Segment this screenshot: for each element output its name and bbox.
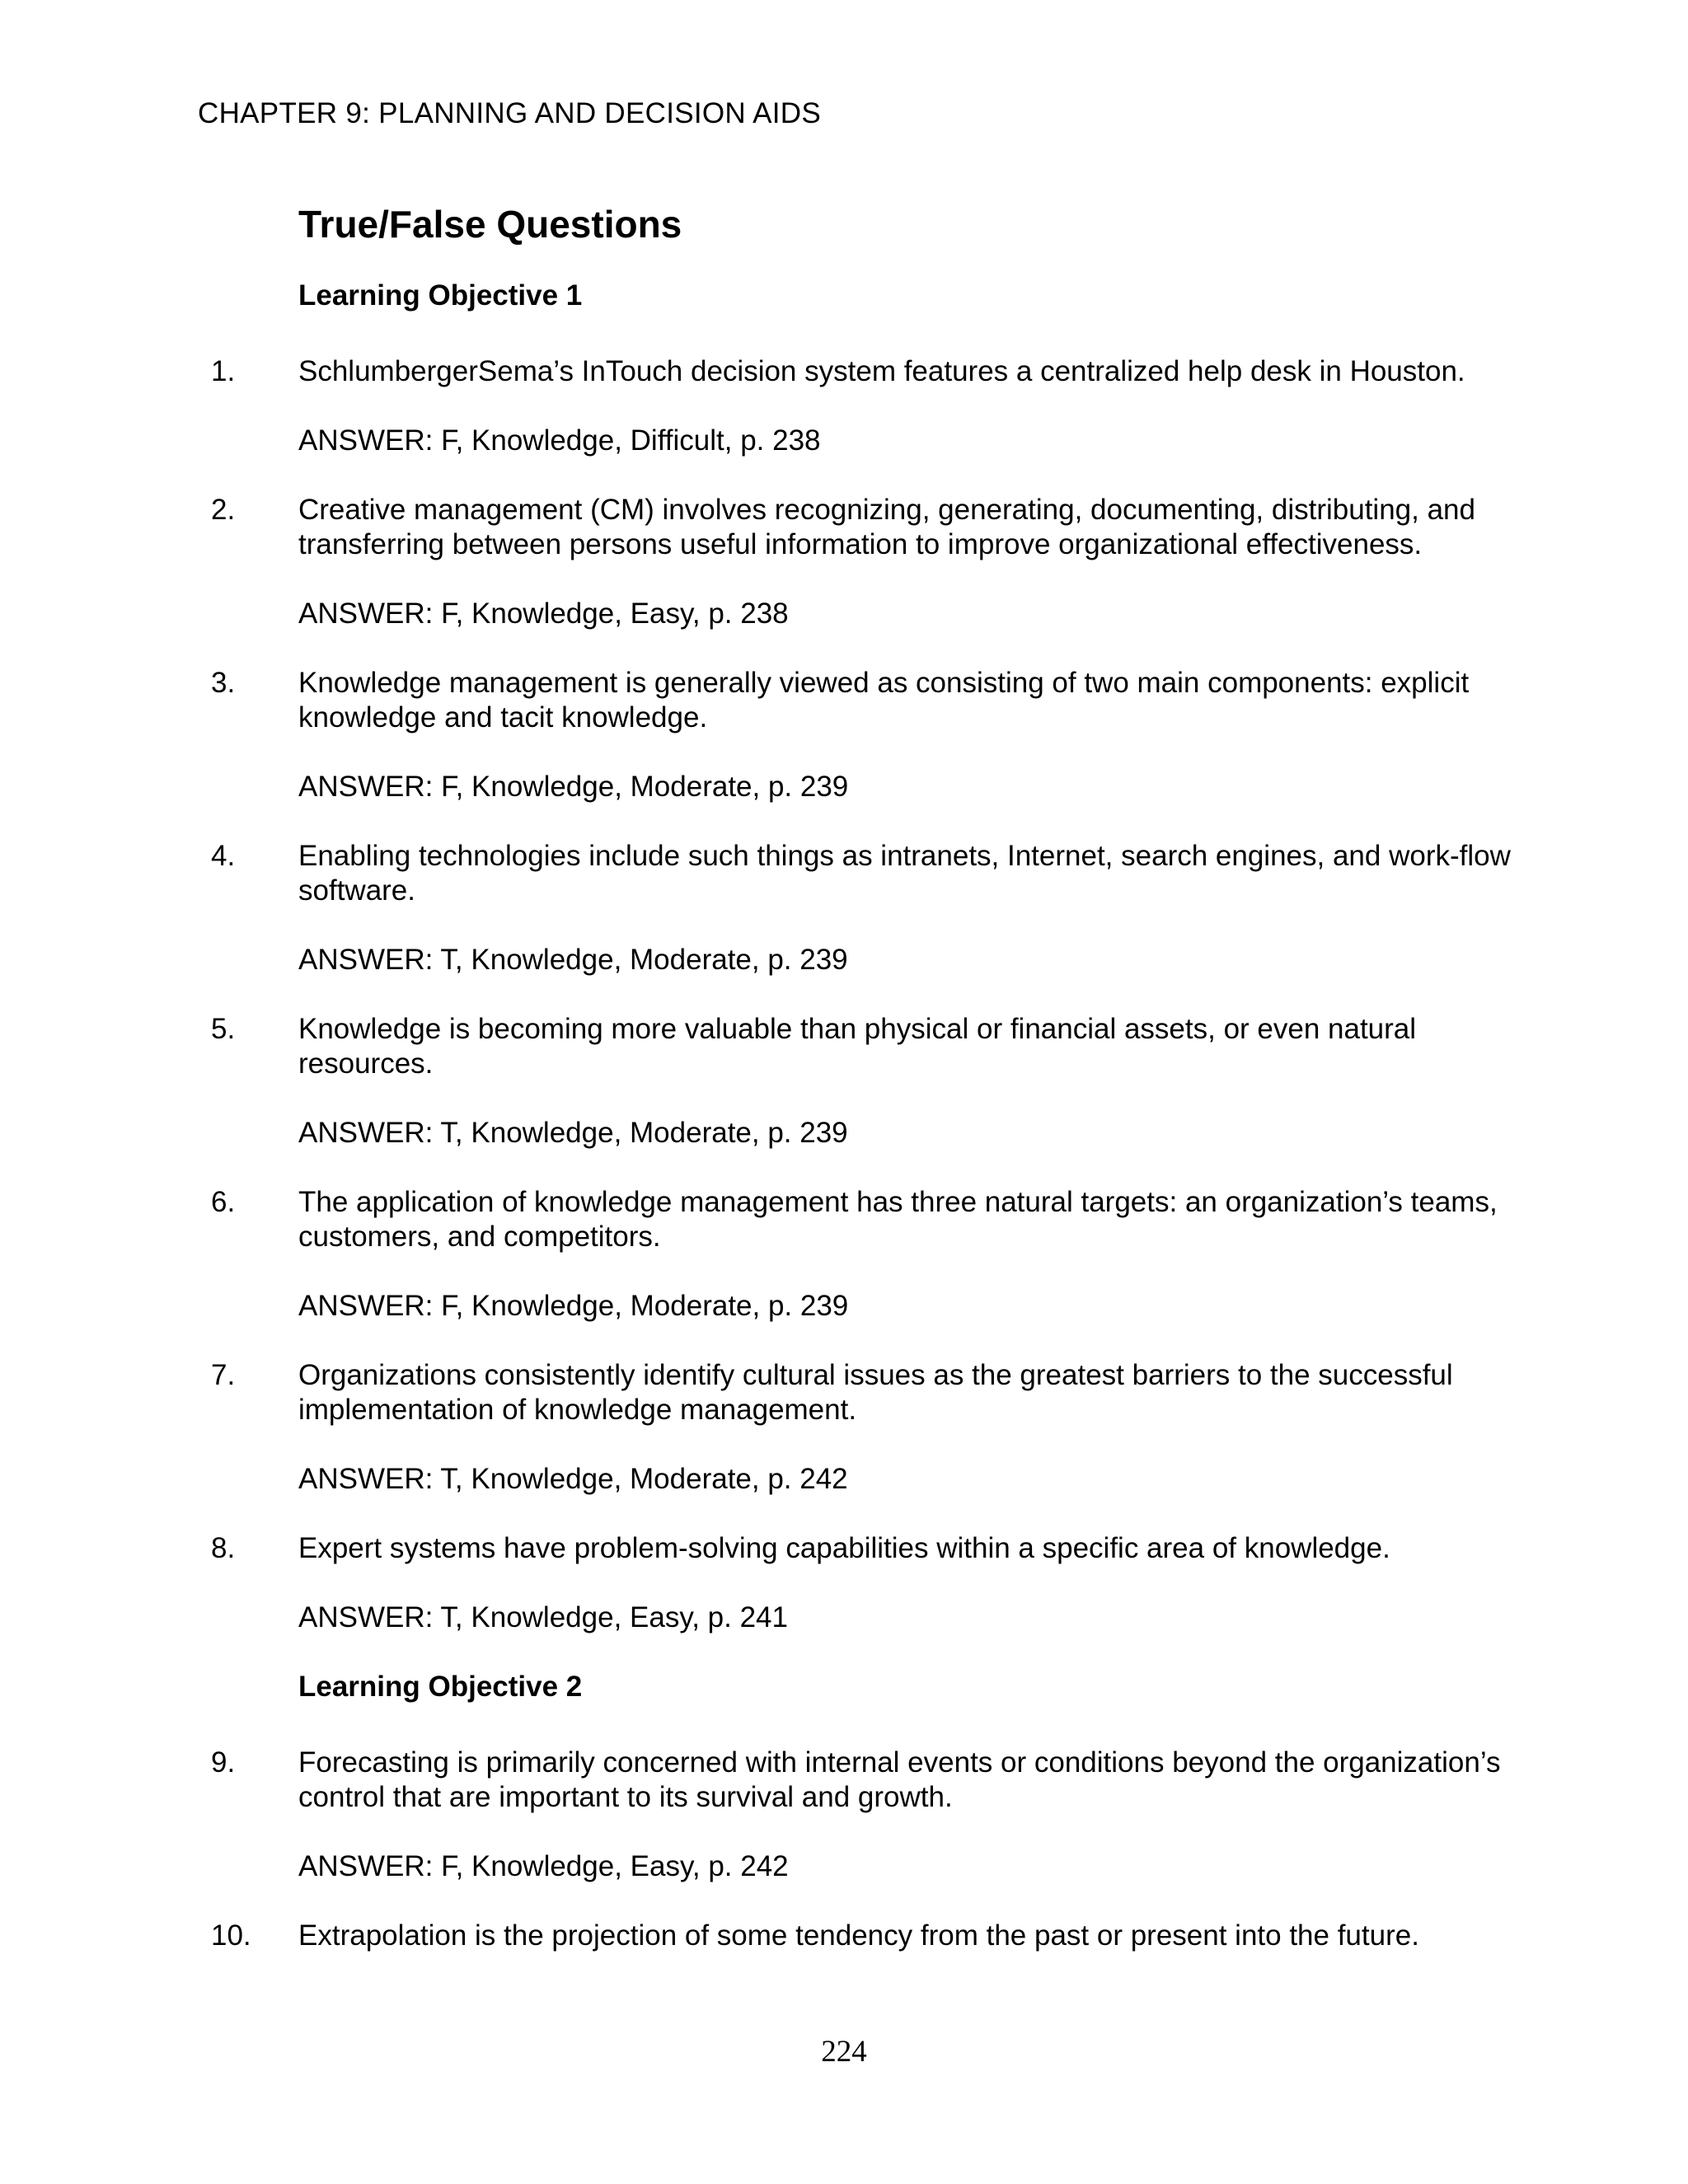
question-number: 3. xyxy=(211,667,236,699)
question-number: 8. xyxy=(211,1532,236,1564)
question-number: 5. xyxy=(211,1013,236,1045)
question-number: 4. xyxy=(211,840,236,872)
question-item xyxy=(211,493,1518,562)
question-item xyxy=(211,1012,1518,1081)
question-text: Creative management (CM) involves recognizing, generating, documenting, distributing, and transferring between persons useful information to improve organizational effectiveness. xyxy=(298,494,1475,560)
answer-line: ANSWER: T, Knowledge, Easy, p. 241 xyxy=(298,1601,788,1633)
learning-objective-heading: Learning Objective 1 xyxy=(298,279,583,312)
question-text: Enabling technologies include such things as intranets, Internet, search engines, and work-flow software. xyxy=(298,840,1511,907)
question-number: 10. xyxy=(211,1919,251,1952)
question-item xyxy=(211,1185,1518,1254)
question-item xyxy=(211,666,1518,735)
question-number: 2. xyxy=(211,494,236,526)
question-number: 9. xyxy=(211,1746,236,1779)
question-number: 6. xyxy=(211,1186,236,1218)
answer-line: ANSWER: F, Knowledge, Difficult, p. 238 xyxy=(298,424,821,457)
answer-line: ANSWER: F, Knowledge, Easy, p. 242 xyxy=(298,1850,789,1882)
question-text: Forecasting is primarily concerned with internal events or conditions beyond the organization’s control that are important to its survival and growth. xyxy=(298,1746,1501,1813)
question-item xyxy=(211,1531,1518,1566)
question-number: 1. xyxy=(211,355,236,387)
question-text: Expert systems have problem-solving capabilities within a specific area of knowledge. xyxy=(298,1532,1390,1564)
question-number: 7. xyxy=(211,1359,236,1391)
question-text: Knowledge is becoming more valuable than physical or financial assets, or even natural resources. xyxy=(298,1013,1417,1080)
page-number: 224 xyxy=(821,2035,867,2069)
section-title: True/False Questions xyxy=(298,203,682,246)
question-text: The application of knowledge management has three natural targets: an organization’s teams, customers, and competitors. xyxy=(298,1186,1498,1253)
question-text: Extrapolation is the projection of some tendency from the past or present into the future. xyxy=(298,1919,1419,1952)
question-item xyxy=(211,839,1518,908)
answer-line: ANSWER: F, Knowledge, Moderate, p. 239 xyxy=(298,1290,849,1322)
chapter-header: CHAPTER 9: PLANNING AND DECISION AIDS xyxy=(198,97,821,129)
question-text: Knowledge management is generally viewed as consisting of two main components: explicit knowledge and tacit knowledge. xyxy=(298,667,1470,733)
answer-line: ANSWER: F, Knowledge, Moderate, p. 239 xyxy=(298,771,849,803)
question-item xyxy=(211,354,1518,389)
question-text: Organizations consistently identify cultural issues as the greatest barriers to the successful implementation of knowledge management. xyxy=(298,1359,1453,1426)
question-item xyxy=(211,1358,1518,1427)
question-list xyxy=(0,279,1688,1988)
question-text: SchlumbergerSema’s InTouch decision system features a centralized help desk in Houston. xyxy=(298,355,1465,387)
learning-objective-heading: Learning Objective 2 xyxy=(298,1671,583,1703)
question-item xyxy=(211,1919,1518,1953)
answer-line: ANSWER: T, Knowledge, Moderate, p. 242 xyxy=(298,1463,848,1495)
answer-line: ANSWER: T, Knowledge, Moderate, p. 239 xyxy=(298,944,848,976)
answer-line: ANSWER: F, Knowledge, Easy, p. 238 xyxy=(298,598,789,630)
answer-line: ANSWER: T, Knowledge, Moderate, p. 239 xyxy=(298,1117,848,1149)
question-item xyxy=(211,1746,1518,1815)
